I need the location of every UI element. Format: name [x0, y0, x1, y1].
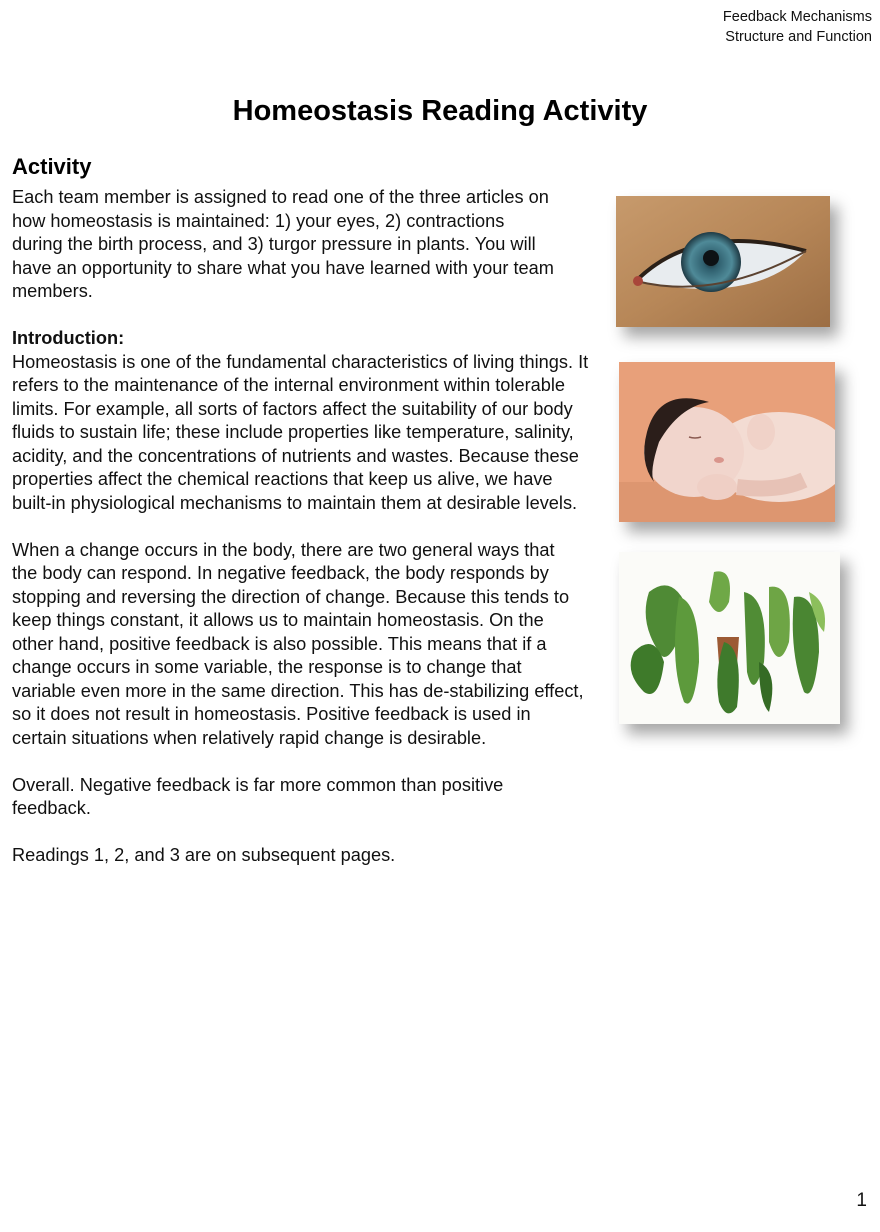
activity-heading: Activity — [12, 154, 92, 179]
intro-paragraph-3: Overall. Negative feedback is far more common than positive feedback. — [12, 774, 504, 818]
eye-photo — [616, 196, 830, 327]
baby-photo — [619, 362, 835, 522]
plant-image-icon — [619, 552, 840, 724]
page-title: Homeostasis Reading Activity — [232, 95, 648, 127]
eye-image-icon — [616, 196, 830, 327]
activity-paragraph: Each team member is assigned to read one of the three articles on how homeostasis is maintained: 1) your eyes, 2) contractions during the birth process, and 3) turgor pressure in plants. You will have an opportunity to share what you have learned with your team members. — [12, 187, 554, 301]
document-header — [723, 8, 872, 47]
intro-paragraph-2: When a change occurs in the body, there are two general ways that the body can respond. In negative feedback, the body responds by stopping and reversing the direction of change. Because this tends to keep things constant, it allows us to maintain homeostasis. On the other hand, positive feedback is also possible. This means that if a change occurs in some variable, the response is to change that variable even more in the same direction. This has de-stabilizing effect, so it does not result in homeostasis. Positive feedback is used in certain situations when relatively rapid change is desirable. — [12, 539, 584, 748]
header-unit: Structure and Function — [725, 28, 872, 45]
body-text — [12, 186, 602, 891]
introduction-section — [12, 327, 602, 351]
page-number: 1 — [856, 1190, 867, 1211]
baby-image-icon — [619, 362, 835, 522]
introduction-label: Introduction: — [12, 328, 125, 348]
header-topic: Feedback Mechanisms — [722, 9, 872, 25]
plant-photo — [619, 552, 840, 724]
intro-paragraph-1: Homeostasis is one of the fundamental characteristics of living things. It refers to the maintenance of the internal environment within tolerable limits. For example, all sorts of factors affect the suitability of our body fluids to sustain life; these include properties like temperature, salinity, acidity, and the concentrations of nutrients and wastes. Because these properties affect the chemical reactions that keep us alive, we have built-in physiological mechanisms to maintain them at desirable levels. — [12, 351, 589, 513]
intro-paragraph-4: Readings 1, 2, and 3 are on subsequent pages. — [12, 845, 396, 865]
